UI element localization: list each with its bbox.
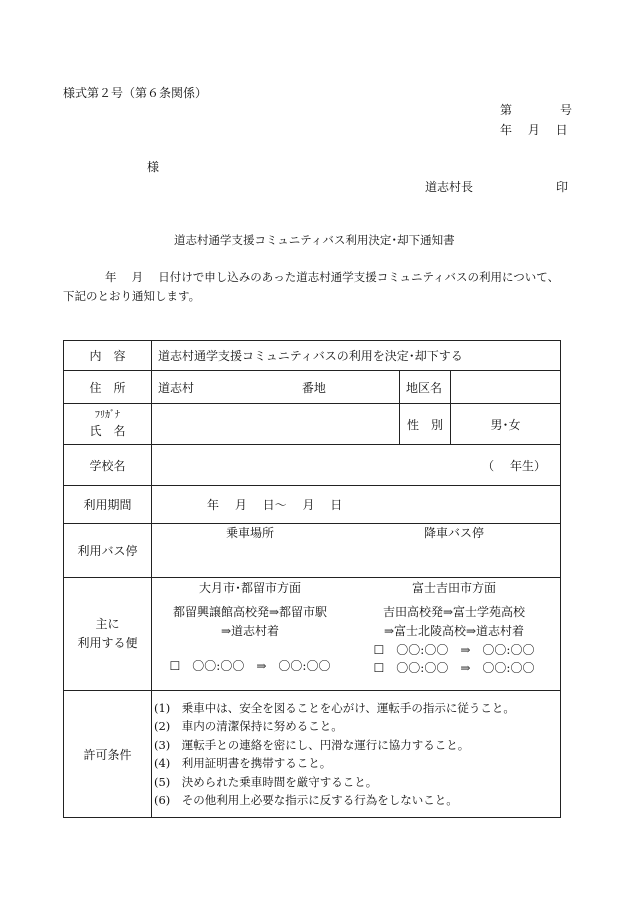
- content-label: 内 容: [64, 341, 152, 371]
- document-title: 道志村通学支援コミュニティバス利用決定･却下通知書: [174, 233, 455, 247]
- school-row: [64, 445, 561, 486]
- gender-value: 男･女: [451, 404, 561, 445]
- grade-value: （ 年生）: [152, 445, 561, 486]
- conditions-list: [152, 691, 561, 818]
- school-label: 学校名: [64, 445, 152, 486]
- right-route-body: [348, 597, 560, 689]
- left-route-body: [152, 597, 348, 689]
- condition-item: (5) 決められた乗車時間を厳守すること。: [154, 774, 378, 789]
- left-route-2: ⇒道志村着: [220, 624, 280, 638]
- district-label: 地区名: [400, 371, 451, 404]
- main-service-label: [64, 578, 152, 691]
- address-field: [152, 371, 400, 404]
- period-label: 利用期間: [64, 486, 152, 524]
- alighting-header: 降車バス停: [423, 526, 484, 540]
- intro-line-2: 下記のとおり通知します。: [63, 289, 201, 303]
- boarding-value: [152, 541, 348, 576]
- name-row: [64, 404, 561, 445]
- right-route-2: ⇒富士北陵高校⇒道志村着: [383, 624, 525, 638]
- main-service-label-2: 利用する便: [77, 636, 138, 650]
- condition-item: (2) 車内の清潔保持に努めること。: [154, 719, 343, 733]
- date-label: 年 月 日: [500, 123, 568, 137]
- name-label-cell: [64, 404, 152, 445]
- notification-table: [63, 340, 561, 818]
- main-service-row: [64, 578, 561, 691]
- main-service-inner: [152, 578, 560, 689]
- main-service-label-1: 主に: [95, 617, 120, 631]
- addressee-suffix: 様: [147, 160, 160, 174]
- boarding-header: 乗車場所: [225, 526, 274, 540]
- left-route-header: 大月市･都留市方面: [198, 581, 301, 595]
- busstop-label: 利用バス停: [64, 524, 152, 578]
- conditions-row: [64, 691, 561, 818]
- furigana-label: ﾌﾘｶﾞﾅ: [95, 410, 120, 421]
- period-value: 年 月 日～ 月 日: [152, 486, 561, 524]
- address-village: 道志村: [158, 380, 195, 395]
- busstop-inner: [152, 524, 560, 576]
- busstop-cell: [152, 524, 561, 578]
- right-option-1[interactable]: ☐ 〇〇:〇〇 ⇒ 〇〇:〇〇: [373, 643, 535, 657]
- right-option-2[interactable]: ☐ 〇〇:〇〇 ⇒ 〇〇:〇〇: [373, 661, 535, 675]
- issuer: 道志村長: [425, 180, 474, 194]
- busstop-row: [64, 524, 561, 578]
- condition-item: (3) 運転手との連絡を密にし、円滑な運行に協力すること。: [154, 737, 470, 752]
- period-row: [64, 486, 561, 524]
- address-banchi: 番地: [301, 380, 326, 395]
- alighting-value: [348, 541, 560, 576]
- district-value: [451, 371, 561, 404]
- seal-mark: 印: [556, 180, 569, 194]
- main-service-cell: [152, 578, 561, 691]
- condition-item: (6) その他利用上必要な指示に反する行為をしないこと。: [154, 793, 458, 807]
- condition-item: (4) 利用証明書を携帯すること。: [154, 756, 332, 770]
- left-option-1[interactable]: ☐ 〇〇:〇〇 ⇒ 〇〇:〇〇: [169, 659, 331, 673]
- address-label: 住 所: [64, 371, 152, 404]
- intro-line-1: 年 月 日付けで申し込みのあった道志村通学支援コミュニティバスの利用について、: [105, 270, 560, 284]
- name-label: 氏 名: [89, 424, 126, 438]
- gender-label: 性 別: [400, 404, 451, 445]
- conditions-label: 許可条件: [64, 691, 152, 818]
- form-id: 様式第２号（第６条関係）: [63, 86, 208, 100]
- left-route-1: 都留興譲館高校発⇒都留市駅: [172, 605, 328, 619]
- number-label: 第 号: [500, 103, 573, 117]
- right-route-1: 吉田高校発⇒富士学苑高校: [382, 605, 526, 619]
- name-value: [152, 404, 400, 445]
- right-route-header: 富士吉田市方面: [411, 581, 496, 595]
- condition-item: (1) 乗車中は、安全を図ることを心がけ、運転手の指示に従うこと。: [154, 700, 515, 715]
- content-row: [64, 341, 561, 371]
- content-value: 道志村通学支援コミュニティバスの利用を決定･却下する: [152, 341, 561, 371]
- address-row: [64, 371, 561, 404]
